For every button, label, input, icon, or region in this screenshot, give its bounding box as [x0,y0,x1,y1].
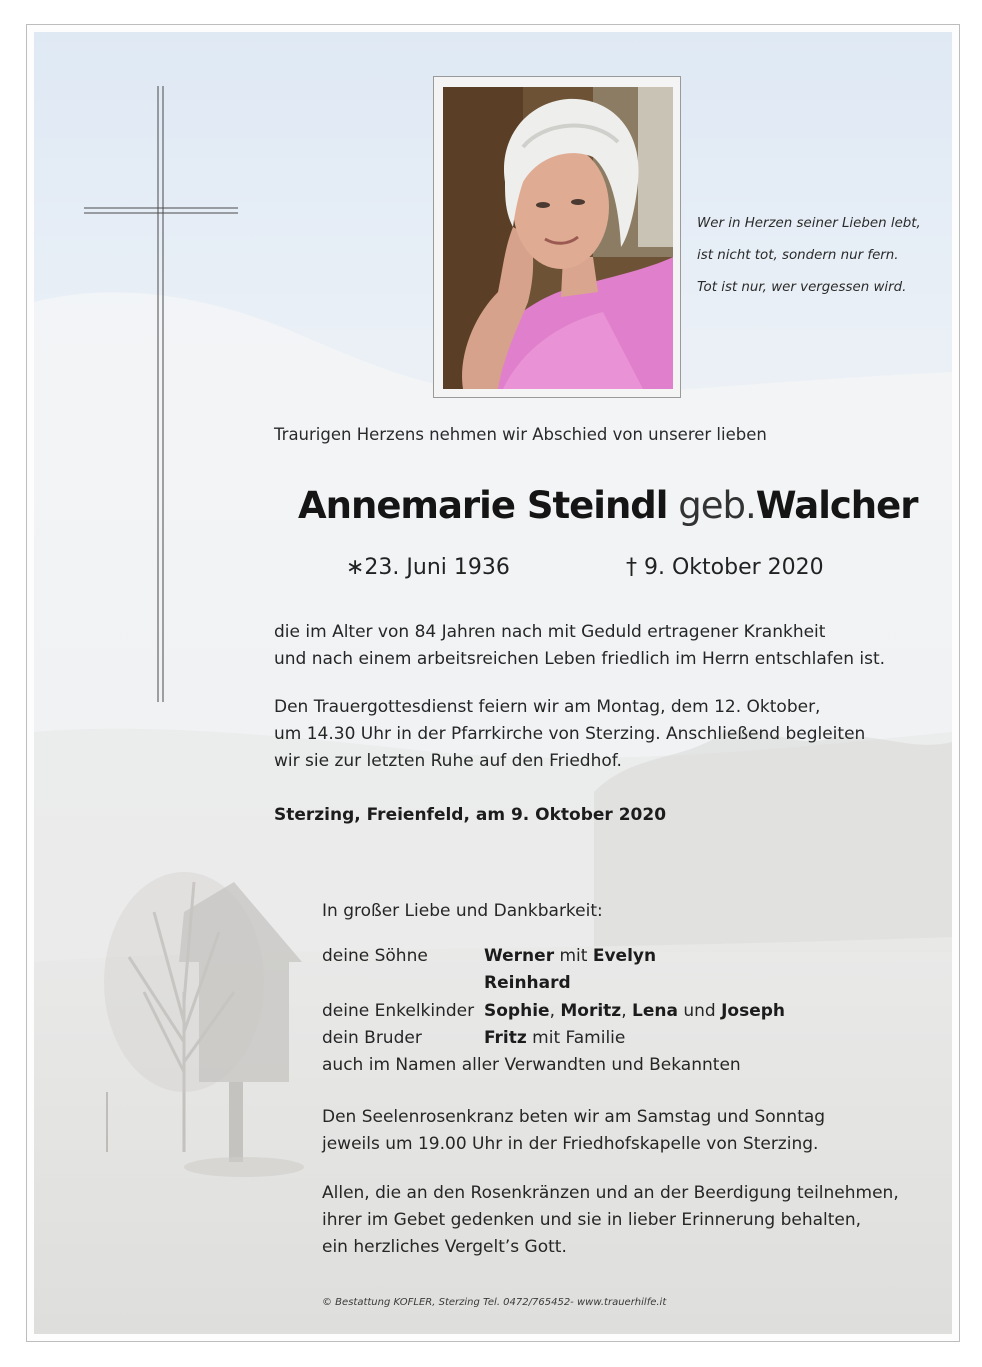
place-and-date: Sterzing, Freienfeld, am 9. Oktober 2020 [274,805,667,825]
mourner-row-brother [322,1028,625,1048]
relation-label: deine Söhne [322,946,428,966]
mourner-row-son2 [322,973,571,993]
geb-label: geb. [678,484,756,527]
paragraph-line: Den Trauergottesdienst feiern wir am Montag, dem 12. Oktober, [274,697,821,717]
mourner-row-sons [322,946,656,966]
relation-label: dein Bruder [322,1028,422,1048]
mourner-name: Evelyn [592,946,657,966]
relation-label: deine Enkelkinder [322,1001,475,1021]
death-date: † 9. Oktober 2020 [626,555,824,580]
thanks-paragraph [322,1180,899,1261]
mourner-row-grandchildren: deine Enkelkinder Sophie, Moritz, Lena und Joseph [322,1001,786,1021]
paragraph-line: die im Alter von 84 Jahren nach mit Geduld ertragener Krankheit [274,622,826,642]
mourner-name: Werner [484,946,555,966]
quote-line: Wer in Herzen seiner Lieben lebt, [697,216,921,231]
deceased-first-last-name: Annemarie Steindl [298,484,668,527]
paragraph-line: und nach einem arbeitsreichen Leben friedlich im Herrn entschlafen ist. [274,649,886,669]
paragraph-line: Den Seelenrosenkranz beten wir am Samstag und Sonntag [322,1107,826,1127]
connector-text: mit [559,946,588,966]
mourner-name: Sophie [484,1001,550,1021]
mourner-name: Lena [632,1001,678,1021]
mourner-name: Moritz [560,1001,622,1021]
mourner-name: Reinhard [484,973,571,993]
paragraph-line: jeweils um 19.00 Uhr in der Friedhofskapelle von Sterzing. [322,1134,819,1154]
paragraph-line: um 14.30 Uhr in der Pfarrkirche von Sterzing. Anschließend begleiten [274,724,866,744]
cross-icon [82,84,242,704]
mourners-heading: In großer Liebe und Dankbarkeit: [322,901,603,921]
intro-text: Traurigen Herzens nehmen wir Abschied von unserer lieben [274,425,767,444]
paragraph-line: ihrer im Gebet gedenken und sie in lieber Erinnerung behalten, [322,1210,862,1230]
mourner-name: Fritz [484,1028,527,1048]
mourner-row-closing: auch im Namen aller Verwandten und Bekannten [322,1055,741,1075]
announcement-paragraph [274,619,885,673]
portrait-photo [433,76,681,398]
quote-line: ist nicht tot, sondern nur fern. [697,248,899,263]
maiden-name: Walcher [755,484,918,527]
connector-text: mit Familie [532,1028,626,1048]
deceased-name [298,484,918,527]
mourner-name: Joseph [721,1001,786,1021]
connector-text: und [683,1001,716,1021]
memorial-quote [697,208,947,304]
paragraph-line: ein herzliches Vergelt’s Gott. [322,1237,567,1257]
funeral-service-paragraph [274,694,865,775]
funeral-home-footer: © Bestattung KOFLER, Sterzing Tel. 0472/765452- www.trauerhilfe.it [322,1297,667,1308]
paragraph-line: wir sie zur letzten Ruhe auf den Friedhof. [274,751,622,771]
birth-date: ∗23. Juni 1936 [346,555,510,580]
quote-line: Tot ist nur, wer vergessen wird. [697,280,907,295]
rosary-paragraph [322,1104,825,1158]
paragraph-line: Allen, die an den Rosenkränzen und an der Beerdigung teilnehmen, [322,1183,899,1203]
